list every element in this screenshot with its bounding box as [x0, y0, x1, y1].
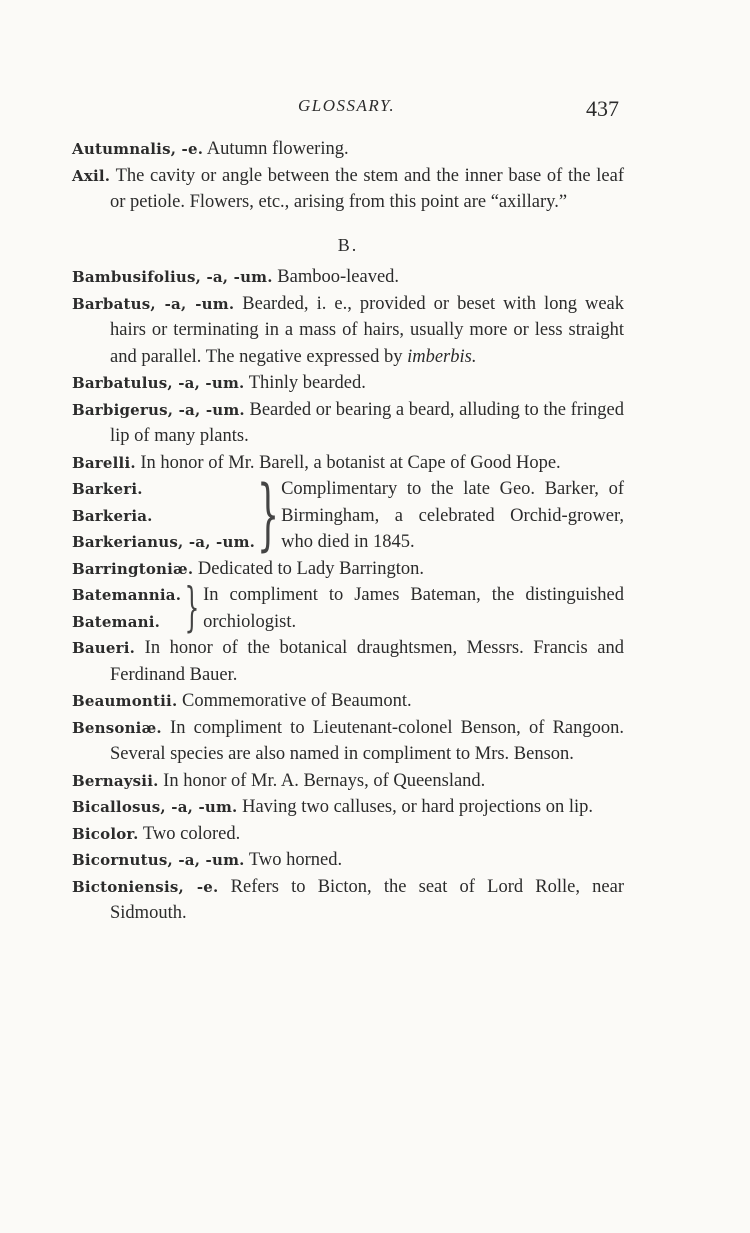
entry-term: Barbatulus, -a, -um. [72, 374, 245, 392]
entry-term: Barringtoniæ. [72, 559, 194, 578]
section-letter: B. [337, 234, 359, 255]
glossary-entry [72, 450, 624, 477]
group-definition: In compliment to James Bateman, the distinguished orchiologist. [203, 585, 624, 632]
entry-term: Barbigerus, -a, -um. [72, 400, 245, 419]
glossary-entry [72, 264, 624, 291]
glossary-entry [72, 635, 624, 688]
entry-definition: Dedicated to Lady Barrington. [197, 558, 424, 579]
group-terms [72, 476, 255, 556]
group-term: Barkeria. [72, 506, 153, 525]
brace-icon: } [256, 470, 280, 561]
entry-definition: Bamboo-leaved. [277, 267, 400, 287]
entry-definition-italic: imberbis. [407, 346, 477, 367]
group-term: Barkeri. [72, 480, 143, 498]
glossary-entry [72, 715, 624, 768]
entry-term: Baueri. [72, 639, 136, 657]
glossary-group-barker [72, 470, 624, 561]
page-number: 437 [586, 96, 619, 121]
glossary-entry-barbatus [72, 291, 624, 371]
entry-definition: Two horned. [248, 850, 343, 870]
entry-definition: Bearded, i. e., provided or beset with long weak hairs or terminating in a mass of hairs, usually more or less straight and parallel. The negative expressed by [110, 293, 625, 367]
entry-definition: Thinly bearded. [248, 373, 366, 393]
glossary-entry [72, 136, 624, 163]
entry-definition: In honor of Mr. Barell, a botanist at Cape of Good Hope. [140, 452, 561, 473]
glossary-entry [72, 821, 624, 848]
entry-definition: In honor of the botanical draughtsmen, Messrs. Francis and Ferdinand Bauer. [110, 638, 625, 685]
entry-term: Bicornutus, -a, -um. [72, 851, 245, 869]
entry-term: Bictoniensis, -e. [72, 877, 219, 896]
entry-definition: The cavity or angle between the stem and the inner base of the leaf or petiole. Flowers, etc., arising from this point are “axillary.” [110, 165, 624, 212]
entry-term: Barelli. [72, 453, 136, 472]
entry-term: Autumnalis, -e. [72, 140, 204, 158]
glossary-entry [72, 370, 624, 397]
glossary-entry [72, 847, 624, 874]
entry-definition: Bearded or bearing a beard, alluding to the fringed lip of many plants. [110, 399, 624, 446]
glossary-entry [72, 163, 624, 216]
entries-b4 [72, 635, 624, 927]
entry-definition: Autumn flowering. [206, 139, 349, 159]
entries-b1 [72, 264, 624, 291]
entry-term: Bambusifolius, -a, -um. [72, 268, 273, 286]
running-head [0, 96, 750, 120]
entry-definition: Commemorative of Beaumont. [182, 691, 412, 711]
glossary-entry [72, 556, 624, 583]
entry-term: Axil. [72, 166, 111, 185]
entry-term: Beaumontii. [72, 692, 178, 710]
entry-term: Bicallosus, -a, -um. [72, 798, 238, 816]
group-definition: Complimentary to the late Geo. Barker, of Birmingham, a celebrated Orchid-grower, who died in 1845. [281, 479, 624, 552]
entries-b2 [72, 370, 624, 476]
group-term: Batemannia. [72, 586, 182, 604]
entries-b3 [72, 556, 624, 583]
entry-term: Bernaysii. [72, 771, 159, 790]
glossary-entry [72, 874, 624, 927]
entry-definition: Two colored. [142, 823, 241, 844]
entry-term: Bensoniæ. [72, 718, 162, 737]
entries-a [72, 136, 624, 216]
glossary-entry [72, 794, 624, 821]
entry-definition: In honor of Mr. A. Bernays, of Queensland. [163, 770, 486, 791]
glossary-group-bateman [72, 578, 624, 638]
glossary-entry [72, 688, 624, 715]
brace-icon: } [184, 578, 200, 638]
running-title: GLOSSARY. [298, 96, 396, 115]
entry-term: Barbatus, -a, -um. [72, 294, 235, 313]
group-terms [72, 582, 181, 635]
entry-definition: In compliment to Lieutenant-colonel Benson, of Rangoon. Several species are also named in compliment to Mrs. Benson. [110, 717, 624, 764]
group-term: Batemani. [72, 612, 161, 631]
glossary-entry [72, 768, 624, 795]
glossary-body [72, 136, 624, 927]
entry-definition: Having two calluses, or hard projections on lip. [242, 797, 594, 817]
group-term: Barkerianus, -a, -um. [72, 533, 256, 551]
entry-term: Bicolor. [72, 824, 139, 843]
entry-definition: Refers to Bicton, the seat of Lord Rolle, near Sidmouth. [110, 876, 625, 923]
glossary-entry [72, 397, 624, 450]
